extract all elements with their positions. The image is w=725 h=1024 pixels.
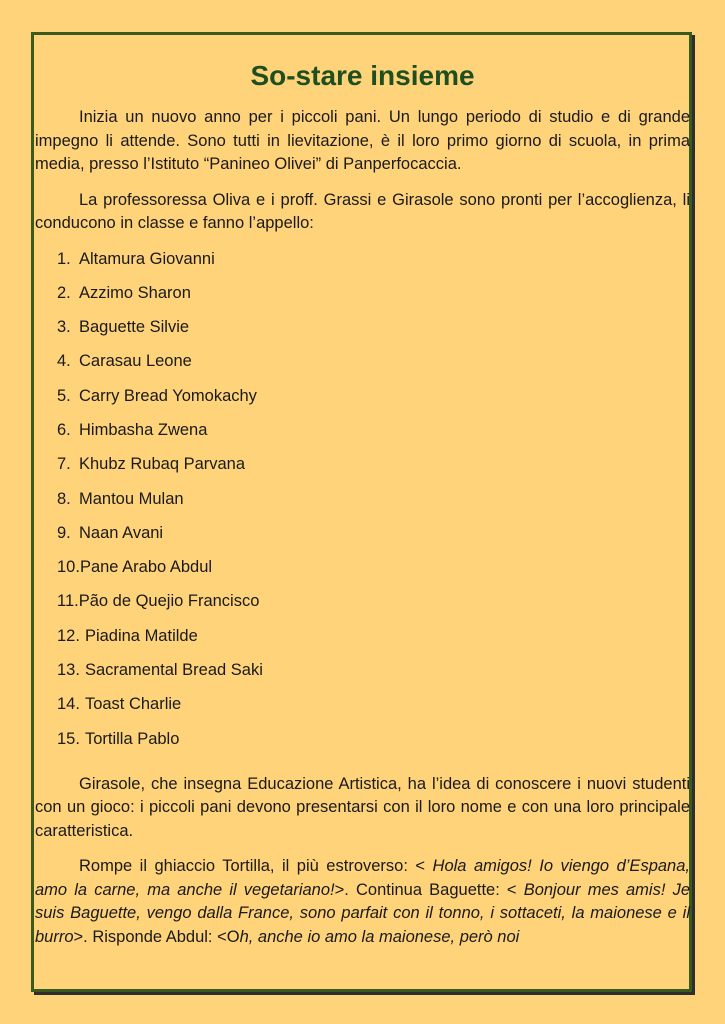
list-number: 9.: [57, 523, 71, 542]
list-number: 10.: [57, 558, 80, 577]
quote-tortilla: Hola amigos! Io viengo d’Espana, amo la carne, ma anche il vegetariano!: [35, 857, 690, 899]
list-number: 5.: [57, 386, 71, 405]
list-item: [35, 316, 690, 350]
list-number: 6.: [57, 420, 71, 439]
paragraph-welcome: La professoressa Oliva e i proff. Grassi e Girasole sono pronti per l’accoglienza, li conducono in classe e fanno l’appello:: [35, 190, 690, 232]
student-name: Pão de Quejio Francisco: [78, 592, 260, 611]
student-name: Toast Charlie: [84, 695, 182, 714]
list-item: [35, 693, 690, 727]
roll-call-list: [35, 248, 690, 762]
list-number: 1.: [57, 249, 71, 268]
student-name: Khubz Rubaq Parvana: [79, 455, 246, 474]
narration-text: Rompe il ghiaccio Tortilla, il più estroverso: <: [79, 857, 433, 876]
quote-baguette: Bonjour mes amis! Je suis Baguette, vengo dalla France, sono parfait con il tonno, i sottaceti, la maionese e il burro: [35, 880, 690, 946]
list-item: [35, 659, 690, 693]
quote-abdul: h, anche io amo la maionese, però noi: [239, 927, 520, 946]
paragraph-introductions: [35, 855, 690, 949]
list-number: 12.: [57, 626, 80, 645]
list-item: [35, 556, 690, 590]
list-item: [35, 419, 690, 453]
list-item: [35, 350, 690, 384]
student-name: Himbasha Zwena: [79, 420, 208, 439]
list-item: [35, 522, 690, 556]
list-item: [35, 590, 690, 624]
paragraph-intro: Inizia un nuovo anno per i piccoli pani. Un lungo periodo di studio e di grande impegno li attende. Sono tutti in lievitazione, è il loro primo giorno di scuola, in prima media, presso l’Istituto “Panineo Olivei” di Panperfocaccia.: [35, 108, 690, 173]
student-name: Tortilla Pablo: [84, 729, 180, 748]
list-item: [35, 488, 690, 522]
student-name: Naan Avani: [79, 523, 164, 542]
list-number: 14.: [57, 695, 80, 714]
list-number: 3.: [57, 318, 71, 337]
list-number: 11.: [57, 592, 79, 611]
student-name: Azzimo Sharon: [79, 283, 191, 302]
list-number: 8.: [57, 489, 71, 508]
student-name: Piadina Matilde: [84, 626, 198, 645]
list-item: [35, 453, 690, 487]
list-item: [35, 625, 690, 659]
narration-text: >. Risponde Abdul: <O: [73, 927, 240, 946]
narration-text: >. Continua Baguette: <: [334, 880, 524, 899]
list-item: [35, 282, 690, 316]
list-item: [35, 248, 690, 282]
student-name: Baguette Silvie: [79, 318, 190, 337]
student-name: Carry Bread Yomokachy: [79, 386, 257, 405]
page-title: So-stare insieme: [250, 60, 475, 91]
student-name: Altamura Giovanni: [79, 249, 215, 268]
paragraph-game: Girasole, che insegna Educazione Artistica, ha l’idea di conoscere i nuovi studenti con un gioco: i piccoli pani devono presentarsi con il loro nome e con una loro principale caratteristica.: [35, 774, 690, 840]
list-number: 4.: [57, 352, 71, 371]
document-body: [35, 58, 690, 961]
student-name: Pane Arabo Abdul: [79, 558, 213, 577]
list-number: 7.: [57, 455, 71, 474]
list-item: [35, 728, 690, 762]
student-name: Carasau Leone: [79, 352, 192, 371]
student-name: Sacramental Bread Saki: [84, 661, 263, 680]
list-number: 15.: [57, 729, 80, 748]
list-item: [35, 385, 690, 419]
list-number: 13.: [57, 661, 80, 680]
student-name: Mantou Mulan: [79, 489, 184, 508]
list-number: 2.: [57, 283, 71, 302]
